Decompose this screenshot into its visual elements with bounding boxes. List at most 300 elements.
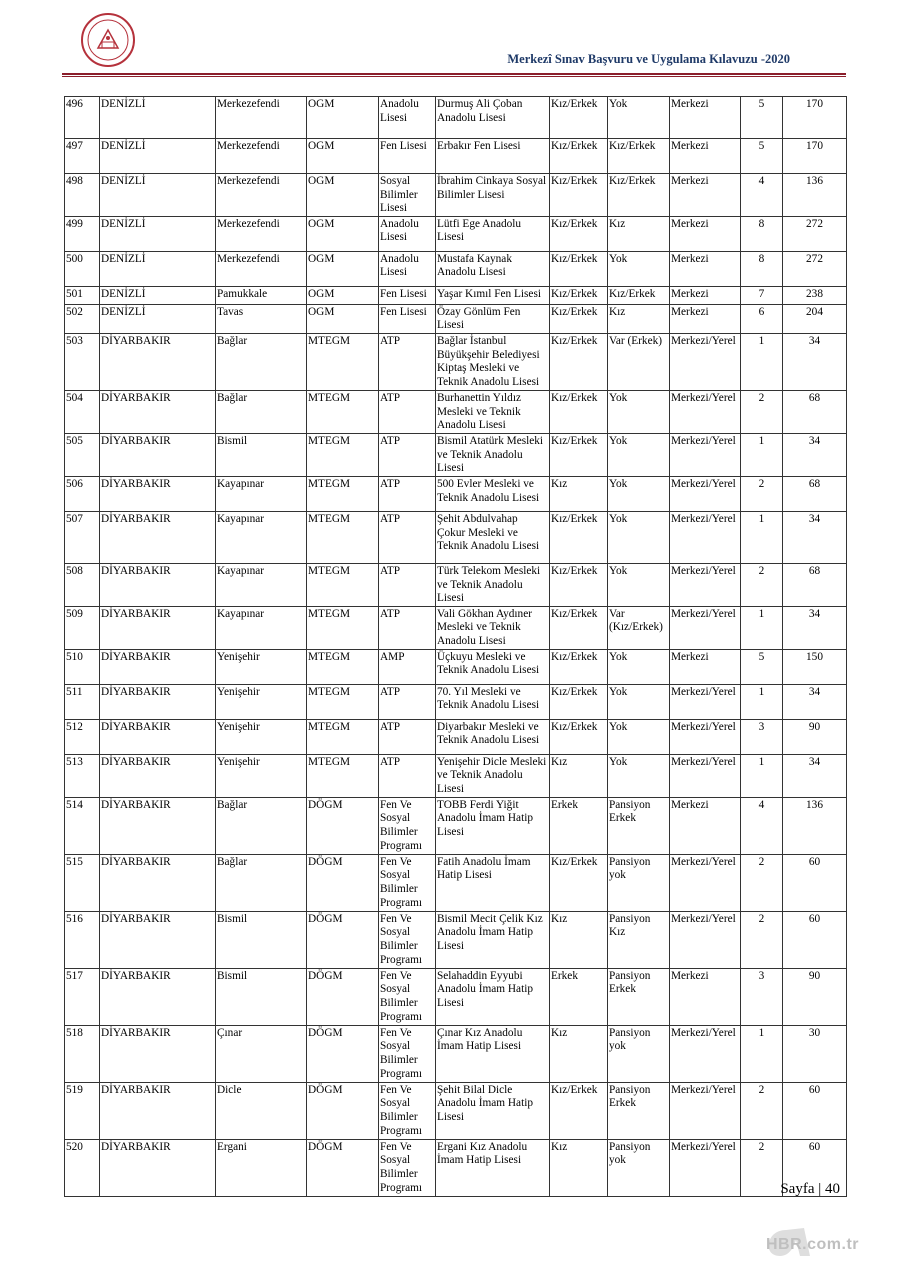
table-cell: 510 <box>65 649 100 684</box>
table-cell: 60 <box>783 1139 847 1196</box>
table-cell: DENİZLİ <box>100 97 216 139</box>
table-cell: Kız/Erkek <box>608 139 670 174</box>
table-cell: Kız <box>550 1025 608 1082</box>
table-cell: ATP <box>379 511 436 563</box>
table-cell: 2 <box>741 1139 783 1196</box>
table-cell: Yenişehir <box>216 719 307 754</box>
table-cell: Yenişehir <box>216 754 307 797</box>
table-cell: DİYARBAKIR <box>100 854 216 911</box>
table-cell: Mustafa Kaynak Anadolu Lisesi <box>436 251 550 286</box>
table-cell: 508 <box>65 563 100 606</box>
table-cell: 272 <box>783 251 847 286</box>
table-cell: DÖGM <box>307 968 379 1025</box>
table-cell: Merkezi/Yerel <box>670 754 741 797</box>
table-cell: Bismil Mecit Çelik Kız Anadolu İmam Hatip Lisesi <box>436 911 550 968</box>
table-cell: DİYARBAKIR <box>100 563 216 606</box>
table-cell: Çınar <box>216 1025 307 1082</box>
table-row <box>65 333 847 390</box>
table-cell: DÖGM <box>307 1025 379 1082</box>
table-cell: 502 <box>65 304 100 333</box>
table-cell: 1 <box>741 754 783 797</box>
table-cell: Pansiyon Erkek <box>608 797 670 854</box>
table-cell: Bismil Atatürk Mesleki ve Teknik Anadolu Lisesi <box>436 433 550 476</box>
header-rule-thin <box>62 76 846 77</box>
table-cell: 498 <box>65 174 100 217</box>
table-cell: Kız/Erkek <box>550 684 608 719</box>
table-cell: Bağlar <box>216 797 307 854</box>
table-cell: Kız/Erkek <box>550 511 608 563</box>
table-cell: 5 <box>741 649 783 684</box>
table-cell: 513 <box>65 754 100 797</box>
table-cell: Ergani <box>216 1139 307 1196</box>
table-cell: Pansiyon Kız <box>608 911 670 968</box>
table-cell: DÖGM <box>307 1082 379 1139</box>
table-cell: Merkezi/Yerel <box>670 1139 741 1196</box>
table-cell: İbrahim Cinkaya Sosyal Bilimler Lisesi <box>436 174 550 217</box>
table-cell: Merkezi/Yerel <box>670 476 741 511</box>
table-cell: Kız <box>550 754 608 797</box>
table-row <box>65 390 847 433</box>
table-cell: DİYARBAKIR <box>100 433 216 476</box>
table-cell: 2 <box>741 854 783 911</box>
table-cell: Bağlar <box>216 854 307 911</box>
table-cell: MTEGM <box>307 333 379 390</box>
table-cell: DİYARBAKIR <box>100 797 216 854</box>
table-cell: Şehit Bilal Dicle Anadolu İmam Hatip Lisesi <box>436 1082 550 1139</box>
page-number: Sayfa | 40 <box>780 1181 840 1197</box>
table-cell: Bismil <box>216 911 307 968</box>
table-cell: Merkezi <box>670 304 741 333</box>
table-cell: 520 <box>65 1139 100 1196</box>
table-cell: Fen Lisesi <box>379 286 436 304</box>
table-cell: 238 <box>783 286 847 304</box>
table-cell: OGM <box>307 139 379 174</box>
table-cell: DÖGM <box>307 854 379 911</box>
table-cell: DENİZLİ <box>100 251 216 286</box>
table-cell: 34 <box>783 754 847 797</box>
table-cell: 505 <box>65 433 100 476</box>
table-row <box>65 139 847 174</box>
table-cell: Yok <box>608 649 670 684</box>
table-cell: Fen Ve Sosyal Bilimler Programı <box>379 911 436 968</box>
table-cell: 34 <box>783 684 847 719</box>
table-cell: MTEGM <box>307 563 379 606</box>
table-cell: Merkezi <box>670 286 741 304</box>
table-row <box>65 216 847 251</box>
table-cell: 7 <box>741 286 783 304</box>
ministry-seal-logo <box>80 12 136 68</box>
table-cell: AMP <box>379 649 436 684</box>
table-cell: 1 <box>741 511 783 563</box>
table-cell: 3 <box>741 719 783 754</box>
table-cell: 517 <box>65 968 100 1025</box>
table-cell: ATP <box>379 333 436 390</box>
table-cell: Yok <box>608 476 670 511</box>
table-cell: Diyarbakır Mesleki ve Teknik Anadolu Lisesi <box>436 719 550 754</box>
table-cell: Merkezi/Yerel <box>670 511 741 563</box>
table-cell: 60 <box>783 1082 847 1139</box>
table-cell: Bağlar <box>216 333 307 390</box>
table-cell: ATP <box>379 433 436 476</box>
table-cell: Kız/Erkek <box>550 174 608 217</box>
table-cell: Burhanettin Yıldız Mesleki ve Teknik Anadolu Lisesi <box>436 390 550 433</box>
table-cell: Fen Ve Sosyal Bilimler Programı <box>379 1025 436 1082</box>
table-cell: 497 <box>65 139 100 174</box>
table-cell: MTEGM <box>307 606 379 649</box>
table-cell: Anadolu Lisesi <box>379 251 436 286</box>
table-cell: 2 <box>741 476 783 511</box>
table-cell: Anadolu Lisesi <box>379 216 436 251</box>
table-cell: Merkezi/Yerel <box>670 1025 741 1082</box>
table-cell: Pansiyon yok <box>608 1025 670 1082</box>
table-cell: 516 <box>65 911 100 968</box>
table-cell: 150 <box>783 649 847 684</box>
table-cell: Merkezefendi <box>216 251 307 286</box>
table-cell: 1 <box>741 606 783 649</box>
table-cell: Var (Kız/Erkek) <box>608 606 670 649</box>
table-cell: DİYARBAKIR <box>100 390 216 433</box>
table-cell: DİYARBAKIR <box>100 1082 216 1139</box>
table-cell: 511 <box>65 684 100 719</box>
table-cell: MTEGM <box>307 719 379 754</box>
table-cell: 506 <box>65 476 100 511</box>
table-cell: Merkezi/Yerel <box>670 390 741 433</box>
table-cell: Pansiyon Erkek <box>608 968 670 1025</box>
table-cell: 60 <box>783 854 847 911</box>
table-cell: Merkezi <box>670 968 741 1025</box>
table-cell: Kız/Erkek <box>550 251 608 286</box>
table-row <box>65 433 847 476</box>
table-cell: Yok <box>608 511 670 563</box>
table-cell: Var (Erkek) <box>608 333 670 390</box>
table-cell: 507 <box>65 511 100 563</box>
table-cell: Lütfi Ege Anadolu Lisesi <box>436 216 550 251</box>
table-cell: DÖGM <box>307 1139 379 1196</box>
table-cell: DİYARBAKIR <box>100 968 216 1025</box>
table-cell: 519 <box>65 1082 100 1139</box>
table-cell: ATP <box>379 606 436 649</box>
table-cell: Merkezefendi <box>216 97 307 139</box>
table-cell: Yok <box>608 684 670 719</box>
table-row <box>65 174 847 217</box>
table-cell: DİYARBAKIR <box>100 333 216 390</box>
table-cell: OGM <box>307 97 379 139</box>
table-cell: Kız/Erkek <box>550 1082 608 1139</box>
table-cell: 30 <box>783 1025 847 1082</box>
table-cell: DENİZLİ <box>100 216 216 251</box>
table-cell: Merkezi <box>670 216 741 251</box>
table-cell: Kız/Erkek <box>550 304 608 333</box>
table-cell: DENİZLİ <box>100 139 216 174</box>
table-row <box>65 511 847 563</box>
hbr-watermark-logo <box>756 1200 896 1270</box>
table-row <box>65 476 847 511</box>
table-cell: ATP <box>379 754 436 797</box>
table-cell: 504 <box>65 390 100 433</box>
table-cell: Erkek <box>550 797 608 854</box>
table-cell: MTEGM <box>307 476 379 511</box>
table-cell: DİYARBAKIR <box>100 476 216 511</box>
table-cell: Ergani Kız Anadolu İmam Hatip Lisesi <box>436 1139 550 1196</box>
table-cell: 1 <box>741 333 783 390</box>
table-cell: DİYARBAKIR <box>100 511 216 563</box>
table-cell: 136 <box>783 797 847 854</box>
table-cell: MTEGM <box>307 754 379 797</box>
table-cell: OGM <box>307 304 379 333</box>
table-cell: 34 <box>783 606 847 649</box>
table-cell: Kayapınar <box>216 511 307 563</box>
table-row <box>65 797 847 854</box>
table-cell: Merkezi <box>670 174 741 217</box>
table-cell: DENİZLİ <box>100 174 216 217</box>
table-cell: Kız/Erkek <box>550 333 608 390</box>
table-cell: 500 Evler Mesleki ve Teknik Anadolu Lisesi <box>436 476 550 511</box>
table-cell: 90 <box>783 968 847 1025</box>
table-cell: DİYARBAKIR <box>100 911 216 968</box>
table-cell: Yok <box>608 251 670 286</box>
table-cell: 501 <box>65 286 100 304</box>
school-quota-table <box>64 96 847 1197</box>
table-cell: Kız/Erkek <box>608 174 670 217</box>
table-cell: 2 <box>741 390 783 433</box>
table-cell: Merkezi/Yerel <box>670 719 741 754</box>
table-cell: Erkek <box>550 968 608 1025</box>
table-cell: 2 <box>741 911 783 968</box>
table-cell: 1 <box>741 1025 783 1082</box>
table-cell: MTEGM <box>307 649 379 684</box>
table-cell: Anadolu Lisesi <box>379 97 436 139</box>
table-cell: 514 <box>65 797 100 854</box>
table-cell: 5 <box>741 97 783 139</box>
table-row <box>65 1025 847 1082</box>
table-cell: Yok <box>608 390 670 433</box>
table-cell: Kız/Erkek <box>550 606 608 649</box>
table-cell: DİYARBAKIR <box>100 606 216 649</box>
table-cell: DENİZLİ <box>100 286 216 304</box>
table-cell: Merkezi/Yerel <box>670 606 741 649</box>
table-cell: ATP <box>379 563 436 606</box>
table-cell: Kız/Erkek <box>550 286 608 304</box>
table-cell: Pansiyon yok <box>608 854 670 911</box>
table-cell: Durmuş Ali Çoban Anadolu Lisesi <box>436 97 550 139</box>
table-cell: Vali Gökhan Aydıner Mesleki ve Teknik Anadolu Lisesi <box>436 606 550 649</box>
table-cell: Merkezi/Yerel <box>670 563 741 606</box>
table-cell: Fen Ve Sosyal Bilimler Programı <box>379 854 436 911</box>
table-cell: Türk Telekom Mesleki ve Teknik Anadolu Lisesi <box>436 563 550 606</box>
table-row <box>65 684 847 719</box>
table-cell: 3 <box>741 968 783 1025</box>
table-cell: Şehit Abdulvahap Çokur Mesleki ve Teknik Anadolu Lisesi <box>436 511 550 563</box>
table-cell: Kız <box>608 216 670 251</box>
table-row <box>65 1139 847 1196</box>
table-row <box>65 649 847 684</box>
table-cell: 34 <box>783 433 847 476</box>
table-cell: 500 <box>65 251 100 286</box>
table-cell: Merkezi/Yerel <box>670 1082 741 1139</box>
table-cell: DİYARBAKIR <box>100 719 216 754</box>
table-cell: Merkezi/Yerel <box>670 433 741 476</box>
table-cell: Fatih Anadolu İmam Hatip Lisesi <box>436 854 550 911</box>
table-cell: 34 <box>783 333 847 390</box>
table-cell: 499 <box>65 216 100 251</box>
table-cell: Kız/Erkek <box>550 854 608 911</box>
table-cell: 503 <box>65 333 100 390</box>
table-cell: Selahaddin Eyyubi Anadolu İmam Hatip Lisesi <box>436 968 550 1025</box>
table-cell: Merkezi <box>670 97 741 139</box>
table-cell: Dicle <box>216 1082 307 1139</box>
table-cell: Merkezi/Yerel <box>670 911 741 968</box>
table-cell: Pamukkale <box>216 286 307 304</box>
table-cell: Merkezefendi <box>216 139 307 174</box>
table-cell: 1 <box>741 684 783 719</box>
table-cell: 6 <box>741 304 783 333</box>
table-cell: Fen Lisesi <box>379 139 436 174</box>
table-cell: Merkezi <box>670 139 741 174</box>
table-cell: Merkezefendi <box>216 174 307 217</box>
table-cell: 496 <box>65 97 100 139</box>
table-cell: 515 <box>65 854 100 911</box>
table-cell: Fen Ve Sosyal Bilimler Programı <box>379 1082 436 1139</box>
table-cell: DİYARBAKIR <box>100 684 216 719</box>
table-cell: 509 <box>65 606 100 649</box>
table-cell: Kız/Erkek <box>550 719 608 754</box>
header-rule <box>62 73 846 75</box>
table-cell: Pansiyon yok <box>608 1139 670 1196</box>
table-cell: Yenişehir <box>216 684 307 719</box>
table-row <box>65 286 847 304</box>
table-cell: Merkezi <box>670 251 741 286</box>
table-cell: 518 <box>65 1025 100 1082</box>
table-cell: 512 <box>65 719 100 754</box>
table-cell: Yenişehir Dicle Mesleki ve Teknik Anadolu Lisesi <box>436 754 550 797</box>
table-cell: Merkezi <box>670 797 741 854</box>
table-cell: 8 <box>741 216 783 251</box>
table-cell: Kayapınar <box>216 606 307 649</box>
table-cell: Erbakır Fen Lisesi <box>436 139 550 174</box>
table-cell: ATP <box>379 684 436 719</box>
table-cell: Yok <box>608 563 670 606</box>
table-cell: Üçkuyu Mesleki ve Teknik Anadolu Lisesi <box>436 649 550 684</box>
table-cell: 68 <box>783 563 847 606</box>
table-cell: 1 <box>741 433 783 476</box>
table-cell: Sosyal Bilimler Lisesi <box>379 174 436 217</box>
table-cell: ATP <box>379 476 436 511</box>
table-cell: DÖGM <box>307 911 379 968</box>
table-cell: Kız/Erkek <box>550 563 608 606</box>
table-cell: OGM <box>307 216 379 251</box>
table-cell: DENİZLİ <box>100 304 216 333</box>
table-cell: DİYARBAKIR <box>100 754 216 797</box>
table-cell: Merkezi/Yerel <box>670 333 741 390</box>
table-row <box>65 606 847 649</box>
table-cell: Pansiyon Erkek <box>608 1082 670 1139</box>
table-cell: 68 <box>783 390 847 433</box>
table-cell: Merkezi/Yerel <box>670 684 741 719</box>
table-row <box>65 968 847 1025</box>
table-cell: Kayapınar <box>216 563 307 606</box>
table-cell: Fen Ve Sosyal Bilimler Programı <box>379 1139 436 1196</box>
table-cell: Bismil <box>216 433 307 476</box>
table-cell: Kız/Erkek <box>608 286 670 304</box>
table-cell: Kız <box>550 1139 608 1196</box>
table-cell: 4 <box>741 174 783 217</box>
table-cell: Kız/Erkek <box>550 139 608 174</box>
table-cell: 90 <box>783 719 847 754</box>
table-cell: Yok <box>608 754 670 797</box>
table-cell: ATP <box>379 719 436 754</box>
table-cell: Özay Gönlüm Fen Lisesi <box>436 304 550 333</box>
table-cell: TOBB Ferdi Yiğit Anadolu İmam Hatip Lisesi <box>436 797 550 854</box>
table-cell: OGM <box>307 251 379 286</box>
table-row <box>65 754 847 797</box>
table-cell: Kız <box>550 476 608 511</box>
table-cell: 34 <box>783 511 847 563</box>
table-cell: Kız/Erkek <box>550 649 608 684</box>
document-title: Merkezî Sınav Başvuru ve Uygulama Kılavuzu -2020 <box>507 52 790 66</box>
table-cell: Merkezi/Yerel <box>670 854 741 911</box>
table-row <box>65 97 847 139</box>
table-cell: OGM <box>307 174 379 217</box>
table-cell: Yenişehir <box>216 649 307 684</box>
table-cell: Bismil <box>216 968 307 1025</box>
table-cell: 5 <box>741 139 783 174</box>
table-cell: 2 <box>741 563 783 606</box>
table-cell: DİYARBAKIR <box>100 1139 216 1196</box>
table-cell: Kız/Erkek <box>550 97 608 139</box>
table-row <box>65 1082 847 1139</box>
table-cell: Tavas <box>216 304 307 333</box>
table-row <box>65 719 847 754</box>
table-cell: Kız/Erkek <box>550 216 608 251</box>
table-cell: Çınar Kız Anadolu İmam Hatip Lisesi <box>436 1025 550 1082</box>
table-row <box>65 911 847 968</box>
table-cell: DİYARBAKIR <box>100 1025 216 1082</box>
table-cell: Merkezefendi <box>216 216 307 251</box>
table-cell: 170 <box>783 139 847 174</box>
table-cell: MTEGM <box>307 684 379 719</box>
table-cell: DİYARBAKIR <box>100 649 216 684</box>
table-cell: Fen Ve Sosyal Bilimler Programı <box>379 968 436 1025</box>
table-cell: 2 <box>741 1082 783 1139</box>
table-cell: OGM <box>307 286 379 304</box>
table-cell: Kayapınar <box>216 476 307 511</box>
table-cell: MTEGM <box>307 433 379 476</box>
table-cell: MTEGM <box>307 390 379 433</box>
table-cell: DÖGM <box>307 797 379 854</box>
table-cell: Merkezi <box>670 649 741 684</box>
table-cell: Bağlar İstanbul Büyükşehir Belediyesi Kiptaş Mesleki ve Teknik Anadolu Lisesi <box>436 333 550 390</box>
table-row <box>65 854 847 911</box>
table-cell: Bağlar <box>216 390 307 433</box>
table-cell: 272 <box>783 216 847 251</box>
table-cell: 70. Yıl Mesleki ve Teknik Anadolu Lisesi <box>436 684 550 719</box>
table-cell: 136 <box>783 174 847 217</box>
watermark-text: HBR.com.tr <box>766 1236 860 1253</box>
table-row <box>65 304 847 333</box>
table-cell: 8 <box>741 251 783 286</box>
table-cell: Fen Ve Sosyal Bilimler Programı <box>379 797 436 854</box>
table-cell: 60 <box>783 911 847 968</box>
table-cell: ATP <box>379 390 436 433</box>
table-cell: Kız <box>550 911 608 968</box>
table-cell: 68 <box>783 476 847 511</box>
table-cell: Kız/Erkek <box>550 390 608 433</box>
table-cell: Yaşar Kımıl Fen Lisesi <box>436 286 550 304</box>
table-cell: 4 <box>741 797 783 854</box>
table-cell: Yok <box>608 433 670 476</box>
table-row <box>65 563 847 606</box>
table-cell: Fen Lisesi <box>379 304 436 333</box>
